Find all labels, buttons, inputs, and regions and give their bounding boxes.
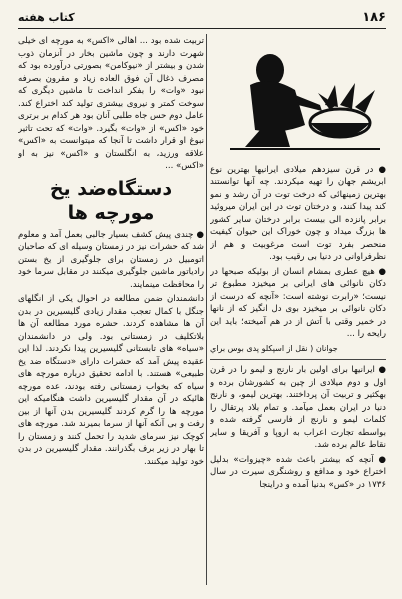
paragraph-watt: ● آنچه که بیشتر باعث شده «چیزوات» بدلیل اختراع خود و مدافع و روشنگری سیرت در سال ۱۷۳۶ در «کس» بدنیا آمده و دراینجا [210, 454, 386, 490]
article-title: دستگاه‌ضد یخ مورچه ها [49, 177, 173, 224]
page-number: ۱۸۶ [362, 9, 386, 25]
paragraph-silk: ● در قرن سیزدهم میلادی ایرانیها بهترین نوع ابریشم جهان را تهیه میکردند. چه آنها توانستند بهترین زمینهائی که درخت توت در آن رشد و نمو کند پیدا کنند، و درختان توت در این ایران میروئید برابر پانزده الی بیست برابر درختان سایر کشور ها بزرگ میداد و چون خوراک این حیوان کیفیت منحصر بفرد توت است مرغوبیت و هم از نظرفراوانی در دنیا بی رقیب بود. [210, 164, 386, 262]
paragraph-watt-continued: تربیت شده بود ... اهالی «اکس» به مورچه ای خیلی شهرت دارند و چون ماشین بخار در آنزمان ذوب شدن و بیشتر از «نیوکامن» بصورتی درآورده بود که مصرف ذغال آن فوق العاده زیاد و مقرون بصرفه نبود «وات» را بفکر انداخت تا ماشین دیگری که سوخت کمتر و نیروی بیشتری تولید کند اختراع کند. عامل دوم حس جاه طلبی آنان بود هر کدام بر برتری خود «اکس» از «وات» بگیرد. «وات» که تحت تاثیر نبوغ او قرار داشت تا آنجا که میتوانست به «اکس» علاقه ورزید، به انگلستان و «اکس» نیز به او «اکس» ... [18, 36, 204, 171]
silkworm-weaver-illustration-icon [210, 35, 386, 155]
source-caption: جوانان ( نقل از اسپکلو پدی بوس براي [210, 343, 338, 353]
paragraph-bread: ● هیچ عطری بمشام انسان از بوئیکه صبحها در دکان نانوائی های ایرانی بر میخیزد مطبوع تر نیست؛ «رابرت نوشته است: «آنچه که درست از دکان نانوائی بر میخیزد بوی دل انگیز که از نانها در خمیر وقتی با آتش از در هم آمیخته؛ باید این رایحه را ... [210, 266, 386, 339]
right-column [210, 35, 386, 587]
separator [210, 359, 386, 360]
left-column [18, 35, 204, 587]
column-divider [206, 34, 207, 585]
header-rule [18, 28, 386, 29]
paragraph-citrus: ● ایرانیها برای اولین بار نارنج و لیمو را در قرن اول و دوم میلادی از چین به کشورشان برده و بهکثیر و تربیت آن پرداختند. بهترین لیمو، و نارنج دنیا در ایران بعمل میآمد. و تمام بلاد پرتقال را کلمات لیمو و نارنج از فارسی گرفته شده و بواسطه تجارت اعراب به اروپا و آفریقا و سایر نقاط عالم برده شد. [210, 365, 386, 450]
paragraph-antifreeze-body: دانشمندان ضمن مطالعه در احوال یکی از انگلهای جنگل با کمال تعجب مقدار زیادی گلیسیرین در بدن آن ها مشاهده کردند. حشره مورد مطالعه آن ها بلاتکلیف در زمستانی بود. ولی در دانشمندان «سیاه» های تابستانی گلیسیرین پیدا نکردند. لذا این عقیده پیش آمد که حشرات دارای «دستگاه ضد یخ طبیعی» هستند. با ادامه تحقیق درباره مورچه های سیاه که بخواب زمستانی رفته بودند، عده مورچه هائیکه در آن مقدار گلیسیرین داشت هنگامیکه این مورچه ها را گرم کردند گلیسیرین بدن آنها از بین رفت و بی آنکه آنها از سرما بمیرند شد. مورچه های کوچک نیز سرمای شدید را تحمل کنند و زمستان را تا بهار در زیر برف بگذرانند. مقدار گلیسیرین در بدن خود تولید میکنند. [18, 294, 204, 467]
section-title: کتاب هفته [18, 10, 75, 24]
paragraph-antifreeze-intro: ● چندی پیش کشف بسیار جالبی بعمل آمد و معلوم شد که حشرات نیز در زمستان وسیله ای که صاحبان اتومبیل در زمستان برای جلوگیری از یخ بستن رادیاتور ماشین جلوگیری میکنند در مقابل سرما خود را محافظت مینمایند. [18, 229, 204, 290]
page-header [18, 8, 386, 26]
